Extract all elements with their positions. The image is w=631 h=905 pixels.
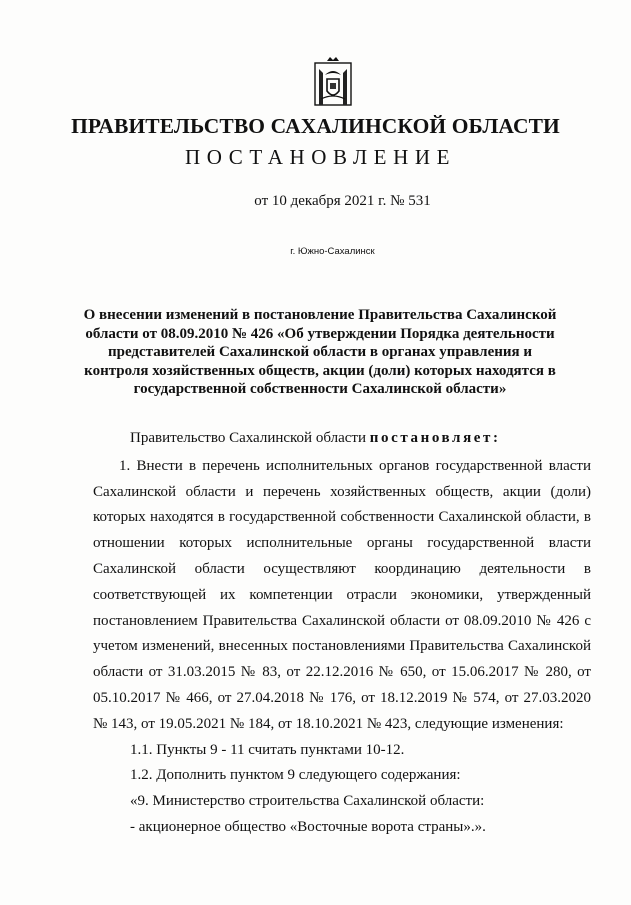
item-1-2: 1.2. Дополнить пунктом 9 следующего содержания: (130, 767, 461, 784)
paragraph-line: Сахалинской области и перечень хозяйственных обществ, акции (доли) (93, 483, 591, 500)
paragraph-line: постановлением Правительства Сахалинской области от 08.09.2010 № 426 с (93, 612, 591, 629)
document-subject: О внесении изменений в постановление Правительства Сахалинской области от 08.09.2010 № 426 «Об утверждении Порядка деятельности представителей Сахалинской области в органах управления и контроля хозяйственных обществ, акции (доли) которых находятся в государственной собственности Сахалинской области» (83, 307, 557, 397)
item-9-entry: - акционерное общество «Восточные ворота страны».». (130, 818, 486, 835)
preamble-text: Правительство Сахалинской области (130, 430, 370, 446)
paragraph-line: которых находятся в государственной собственности Сахалинской области, в (93, 509, 591, 526)
paragraph-line: 1. Внести в перечень исполнительных органов государственной власти (119, 457, 591, 474)
document-body (93, 426, 591, 841)
paragraph-line: области от 31.03.2015 № 83, от 22.12.2016 № 650, от 15.06.2017 № 280, от (93, 664, 591, 681)
paragraph-line: соответствующей их компетенции отрасли экономики, утвержденный (93, 586, 591, 603)
item-1-1: 1.1. Пункты 9 - 11 считать пунктами 10-12. (130, 741, 405, 758)
document-date: от 10 декабря 2021 г. № 531 (254, 193, 431, 209)
sakhalin-coat-of-arms-icon (313, 55, 353, 109)
item-9-heading: «9. Министерство строительства Сахалинской области: (130, 793, 485, 810)
document-type: ПОСТАНОВЛЕНИЕ (184, 145, 457, 169)
preamble-decree-word: постановляет: (369, 430, 501, 446)
paragraph-line: учетом изменений, внесенных постановлениями Правительства Сахалинской (93, 638, 591, 655)
document-city: г. Южно-Сахалинск (290, 246, 375, 257)
paragraph-line: № 143, от 19.05.2021 № 184, от 18.10.2021 № 423, следующие изменения: (93, 715, 564, 732)
preamble (93, 426, 591, 452)
government-title: ПРАВИТЕЛЬСТВО САХАЛИНСКОЙ ОБЛАСТИ (71, 114, 560, 138)
paragraph-line: отношении которых исполнительные органы государственной власти (93, 535, 591, 552)
paragraph-line: 05.10.2017 № 466, от 27.04.2018 № 176, от 18.12.2019 № 574, от 27.03.2020 (93, 689, 591, 706)
paragraph-line: Сахалинской области осуществляют координацию деятельности в (93, 560, 591, 577)
